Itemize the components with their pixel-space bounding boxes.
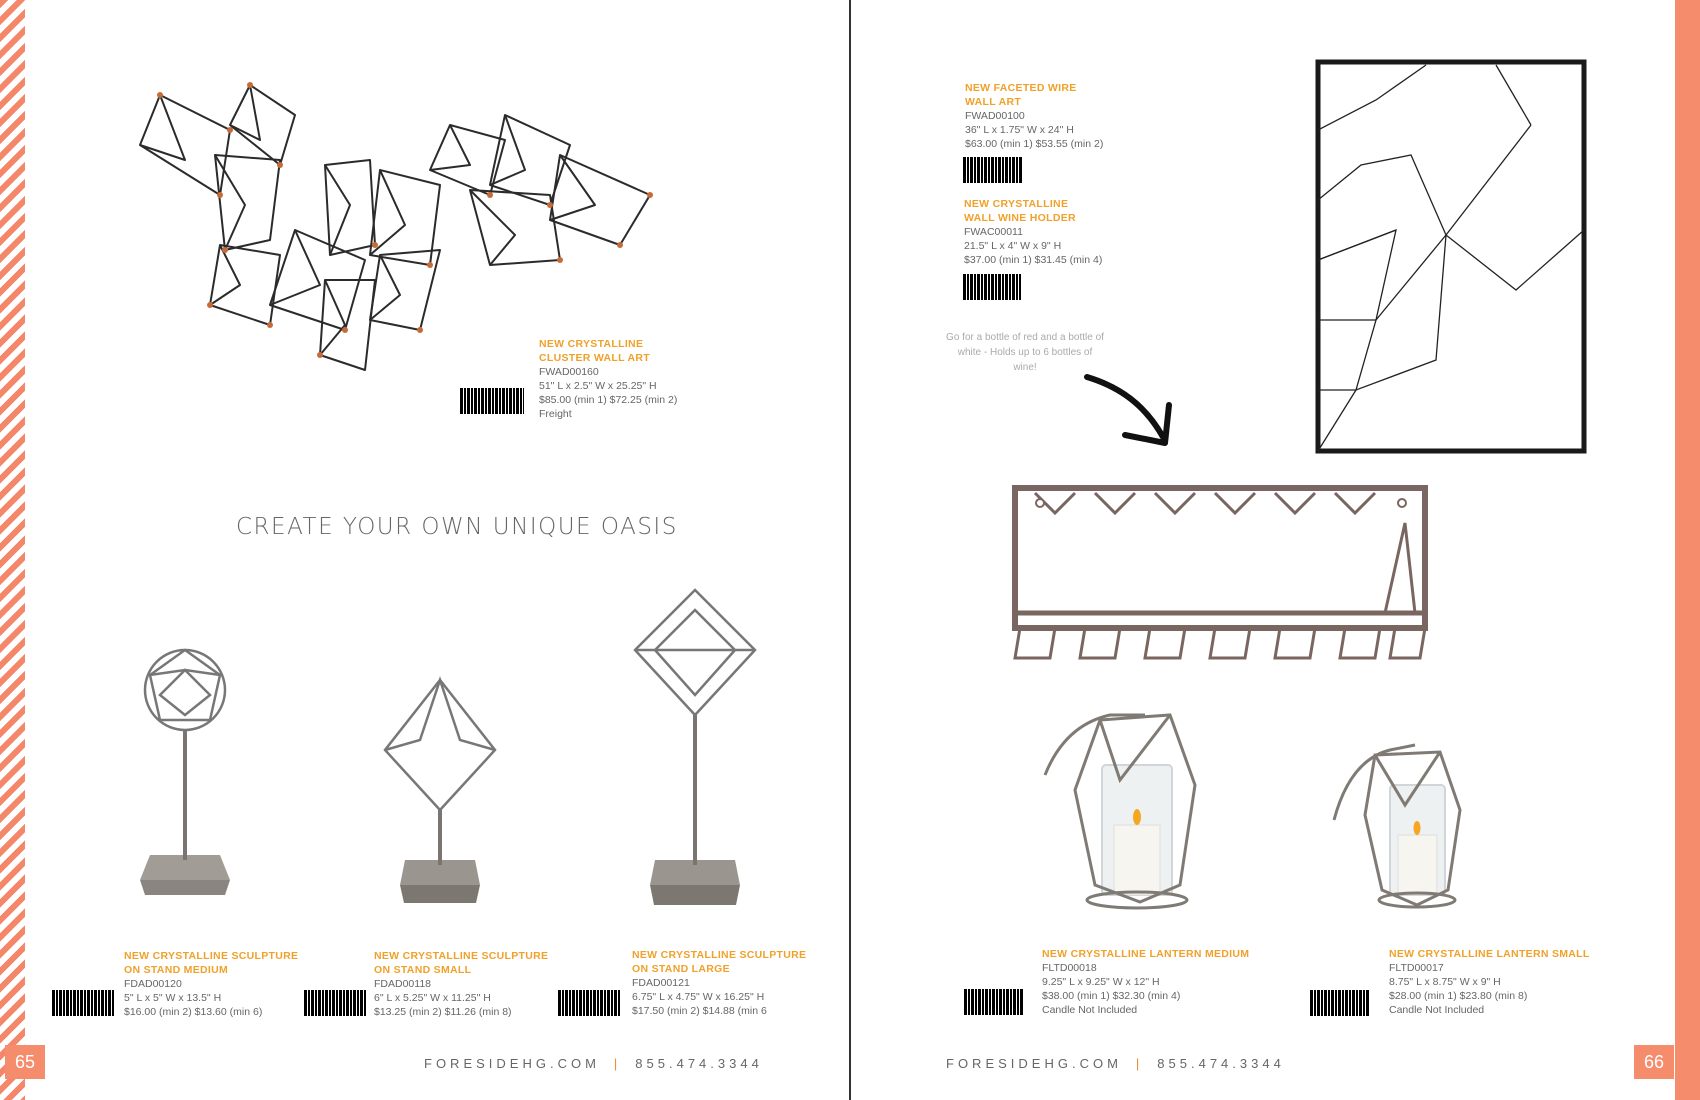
sculpture-small-image [380,675,500,905]
sculpture-large-info [632,948,806,1018]
footer-phone: 855.474.3344 [635,1056,763,1071]
product-price: $37.00 (min 1) $31.45 (min 4) [964,254,1103,266]
product-sku: FWAD00100 [965,110,1025,122]
footer-separator: | [1135,1056,1144,1071]
arrow-icon [1085,375,1175,450]
product-dimensions: 6.75" L x 4.75" W x 16.25" H [632,991,765,1003]
product-title: ON STAND SMALL [374,964,472,976]
product-title: CLUSTER WALL ART [539,352,650,364]
barcode-image [1310,990,1370,1016]
footer-website: FORESIDEHG.COM [946,1056,1122,1071]
product-title: NEW FACETED WIRE [965,82,1077,94]
product-note: Candle Not Included [1042,1004,1138,1016]
product-sku: FDAD00120 [124,978,182,990]
product-dimensions: 8.75" L x 8.75" W x 9" H [1389,976,1501,988]
barcode-image [52,990,114,1016]
faceted-wire-info [965,81,1103,151]
product-dimensions: 51" L x 2.5" W x 25.25" H [539,380,657,392]
footer-website: FORESIDEHG.COM [424,1056,600,1071]
product-dimensions: 9.25" L x 9.25" W x 12" H [1042,976,1160,988]
barcode-image [963,274,1021,300]
product-dimensions: 36" L x 1.75" W x 24" H [965,124,1074,136]
sculpture-small-info [374,949,548,1019]
footer-left [424,1056,763,1071]
product-price: $85.00 (min 1) $72.25 (min 2) [539,394,678,406]
product-price: $13.25 (min 2) $11.26 (min 8) [374,1006,512,1018]
wine-holder-info [964,197,1102,267]
lantern-medium-image [1040,710,1240,920]
wine-holder-image [1010,483,1430,668]
product-dimensions: 6" L x 5.25" W x 11.25" H [374,992,491,1004]
product-title: NEW CRYSTALLINE SCULPTURE [632,949,807,961]
page-spine-divider [849,0,851,1100]
barcode-image [964,989,1024,1015]
product-price: $16.00 (min 2) $13.60 (min 6) [124,1006,263,1018]
product-title: ON STAND LARGE [632,963,730,975]
product-price: $28.00 (min 1) $23.80 (min 8) [1389,990,1528,1002]
sculpture-large-image [630,585,760,910]
product-title: NEW CRYSTALLINE LANTERN MEDIUM [1042,948,1250,960]
barcode-image [963,157,1023,183]
product-title: NEW CRYSTALLINE [539,338,644,350]
product-title: ON STAND MEDIUM [124,964,229,976]
product-title: WALL WINE HOLDER [964,212,1076,224]
product-price: $63.00 (min 1) $53.55 (min 2) [965,138,1104,150]
right-color-border [1675,0,1700,1100]
barcode-image [304,990,366,1016]
faceted-wire-wall-art-image [1316,60,1586,453]
page-number-left: 65 [5,1045,45,1079]
product-sku: FLTD00018 [1042,962,1097,974]
product-title: WALL ART [965,96,1022,108]
lantern-medium-info [1042,947,1249,1017]
lantern-small-image [1330,740,1490,920]
product-price: $38.00 (min 1) $32.30 (min 4) [1042,990,1181,1002]
page-number-right: 66 [1634,1045,1674,1079]
product-title: NEW CRYSTALLINE SCULPTURE [124,950,299,962]
product-sku: FLTD00017 [1389,962,1444,974]
product-note: Candle Not Included [1389,1004,1485,1016]
product-dimensions: 21.5" L x 4" W x 9" H [964,240,1062,252]
product-title: NEW CRYSTALLINE [964,198,1069,210]
wine-holder-callout: Go for a bottle of red and a bottle of white - Holds up to 6 bottles of wine! [946,332,1104,373]
sculpture-medium-info [124,949,298,1019]
product-dimensions: 5" L x 5" W x 13.5" H [124,992,222,1004]
product-sku: FDAD00118 [374,978,432,990]
product-price: $17.50 (min 2) $14.88 (min 6 [632,1005,767,1017]
left-stripe-border [0,0,25,1100]
product-title: NEW CRYSTALLINE SCULPTURE [374,950,549,962]
cluster-wall-art-info [539,337,677,421]
barcode-image [558,990,620,1016]
product-sku: FWAD00160 [539,366,599,378]
footer-phone: 855.474.3344 [1157,1056,1285,1071]
product-shipping: Freight [539,408,572,420]
product-sku: FDAD00121 [632,977,690,989]
footer-separator: | [613,1056,622,1071]
barcode-image [460,388,524,414]
sculpture-medium-image [130,640,240,900]
product-title: NEW CRYSTALLINE LANTERN SMALL [1389,948,1590,960]
product-sku: FWAC00011 [964,226,1023,238]
footer-right [946,1056,1285,1071]
lantern-small-info [1389,947,1590,1017]
page-headline: CREATE YOUR OWN UNIQUE OASIS [236,514,678,540]
